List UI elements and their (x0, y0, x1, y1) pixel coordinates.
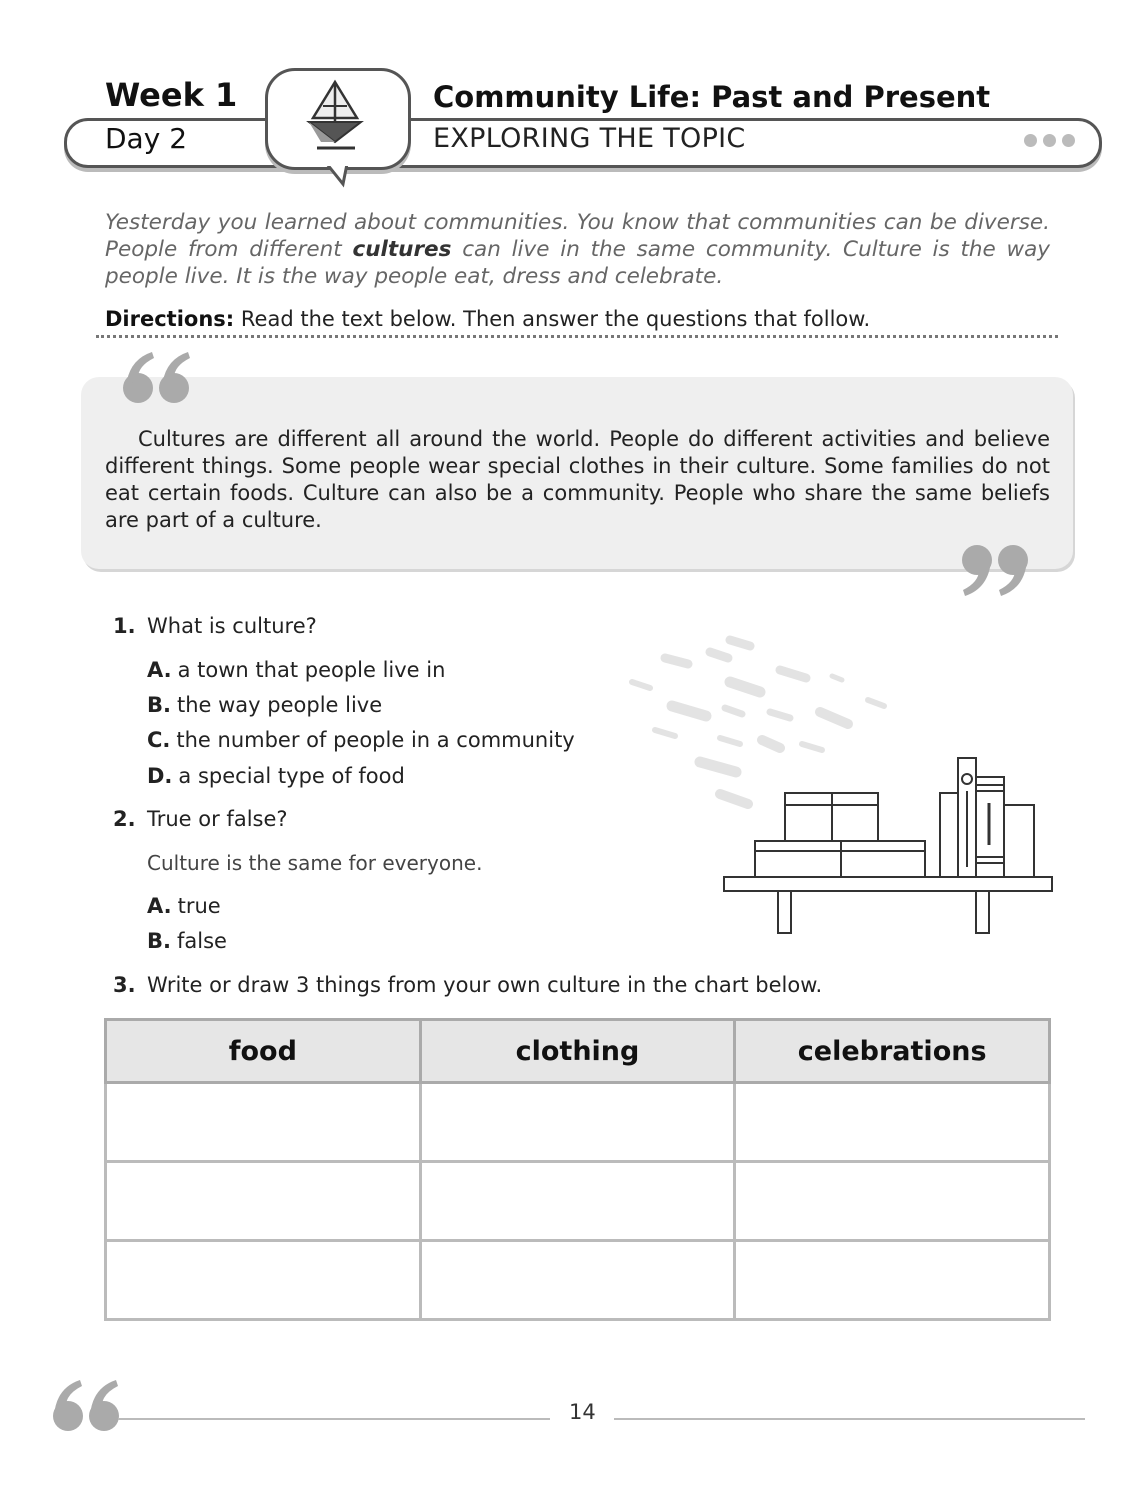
table-row (106, 1083, 1050, 1162)
answer-cell[interactable] (420, 1241, 735, 1320)
q2-option-b[interactable]: B. false (147, 929, 227, 953)
question-1-number: 1. (113, 614, 136, 638)
directions: Directions: Read the text below. Then answer the questions that follow. (105, 307, 871, 331)
table-header-row (106, 1020, 1050, 1083)
answer-cell[interactable] (735, 1083, 1050, 1162)
close-quote-icon (955, 540, 1035, 600)
footer-quote-icon (48, 1378, 128, 1438)
question-2-statement: Culture is the same for everyone. (147, 851, 483, 875)
dots-decoration (1024, 132, 1081, 151)
answer-cell[interactable] (420, 1162, 735, 1241)
footer-line-right (614, 1418, 1085, 1420)
page-number: 14 (569, 1400, 596, 1424)
footer-line-left (118, 1418, 550, 1420)
q1-option-d[interactable]: D. a special type of food (147, 764, 405, 788)
answer-cell[interactable] (106, 1083, 421, 1162)
intro-text: Yesterday you learned about communities. You know that communities can be diverse. People from different cultures can live in the same community. Culture is the way people live. It is the way people eat, dress and celebrate. (105, 210, 1050, 289)
bookshelf-icon (720, 755, 1060, 940)
column-header-clothing: clothing (420, 1020, 735, 1083)
q1-option-a[interactable]: A. a town that people live in (147, 658, 446, 682)
week-label: Week 1 (105, 76, 238, 114)
q1-option-c[interactable]: C. the number of people in a community (147, 728, 575, 752)
answer-cell[interactable] (735, 1241, 1050, 1320)
question-3-number: 3. (113, 973, 136, 997)
table-row (106, 1162, 1050, 1241)
culture-chart-table (104, 1018, 1051, 1321)
answer-cell[interactable] (106, 1241, 421, 1320)
dotted-divider (96, 335, 1058, 338)
q1-option-b[interactable]: B. the way people live (147, 693, 383, 717)
question-2-number: 2. (113, 807, 136, 831)
q2-option-a[interactable]: A. true (147, 894, 221, 918)
page-subtitle: EXPLORING THE TOPIC (433, 123, 746, 154)
answer-cell[interactable] (106, 1162, 421, 1241)
day-label: Day 2 (105, 122, 188, 155)
question-3-text: Write or draw 3 things from your own culture in the chart below. (147, 973, 823, 997)
page-title: Community Life: Past and Present (433, 80, 991, 114)
answer-cell[interactable] (420, 1083, 735, 1162)
question-1-text: What is culture? (147, 614, 317, 638)
open-quote-icon (118, 348, 198, 408)
boat-logo-icon (265, 68, 405, 188)
column-header-food: food (106, 1020, 421, 1083)
answer-cell[interactable] (735, 1162, 1050, 1241)
passage-text: Cultures are different all around the world. People do different activities and believe different things. Some people wear special clothes in their culture. Some families do not eat certain foods. Culture can also be a community. People who share the same beliefs are part of a culture. (105, 427, 1050, 532)
column-header-celebrations: celebrations (735, 1020, 1050, 1083)
table-row (106, 1241, 1050, 1320)
question-2-text: True or false? (147, 807, 288, 831)
